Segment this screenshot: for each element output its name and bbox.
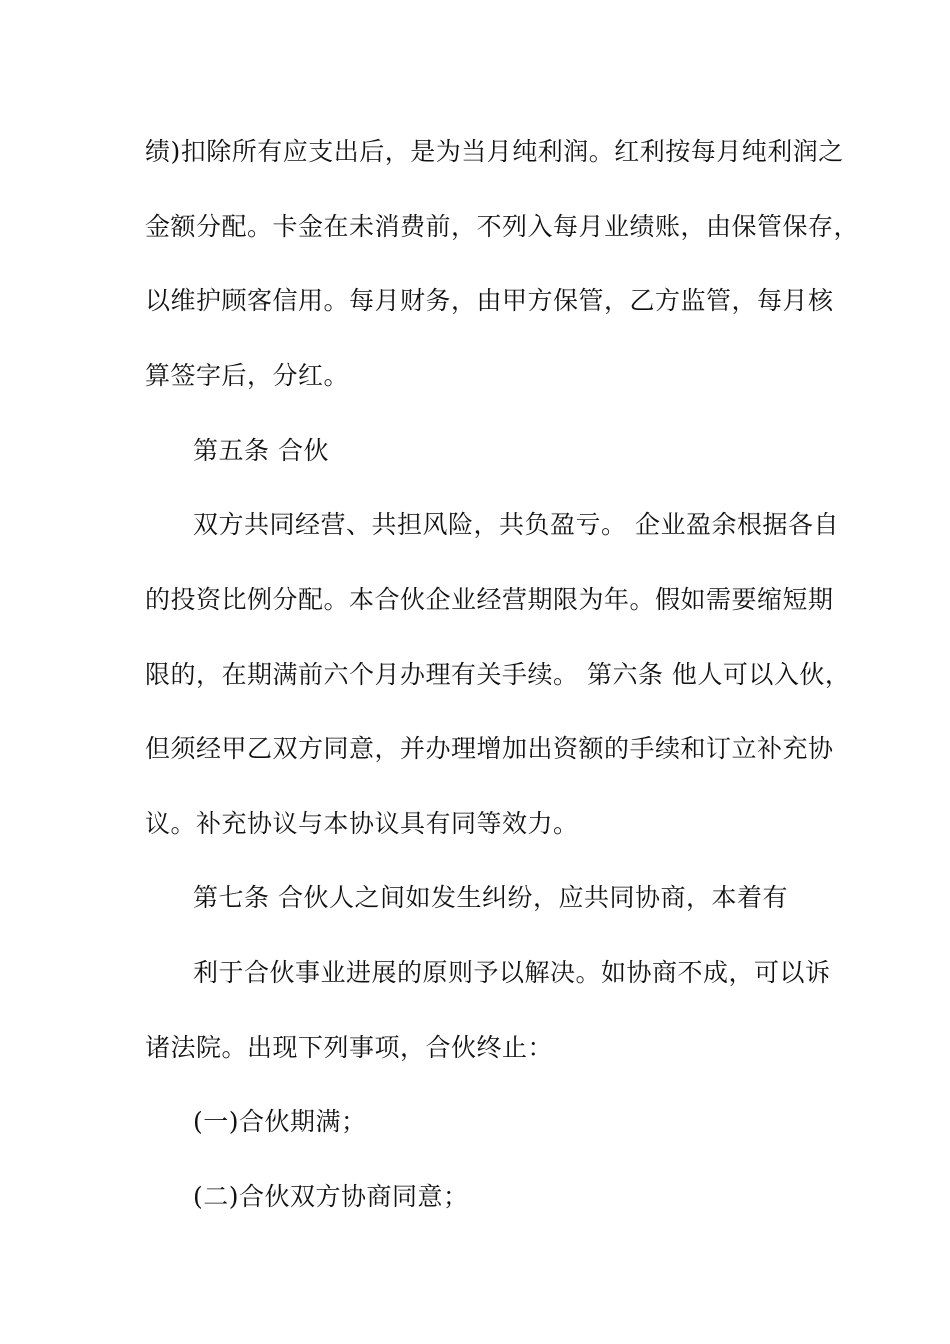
- body-text-line: 第七条 合伙人之间如发生纠纷，应共同协商，本着有: [193, 883, 788, 912]
- body-text-line: 限的，在期满前六个月办理有关手续。 第六条 他人可以入伙，: [145, 660, 851, 689]
- body-text-line: 诸法院。出现下列事项，合伙终止：: [145, 1033, 554, 1062]
- section-heading: 第五条 合伙: [193, 436, 329, 465]
- body-text-line: 但须经甲乙双方同意，并办理增加出资额的手续和订立补充协: [145, 734, 834, 763]
- list-item: (一)合伙期满；: [193, 1107, 367, 1136]
- body-text-line: 双方共同经营、共担风险，共负盈亏。 企业盈余根据各自: [193, 510, 839, 539]
- body-text-line: 算签字后，分红。: [145, 361, 350, 390]
- body-text-line: 绩)扣除所有应支出后，是为当月纯利润。红利按每月纯利润之: [145, 137, 844, 166]
- body-text-line: 利于合伙事业进展的原则予以解决。如协商不成，可以诉: [193, 958, 831, 987]
- body-text-line: 议。补充协议与本协议具有同等效力。: [145, 809, 579, 838]
- body-text-line: 的投资比例分配。本合伙企业经营期限为年。假如需要缩短期: [145, 585, 834, 614]
- list-item: (二)合伙双方协商同意；: [193, 1182, 469, 1211]
- body-text-line: 金额分配。卡金在未消费前，不列入每月业绩账，由保管保存，: [145, 212, 860, 241]
- body-text-line: 以维护顾客信用。每月财务，由甲方保管，乙方监管，每月核: [145, 286, 834, 315]
